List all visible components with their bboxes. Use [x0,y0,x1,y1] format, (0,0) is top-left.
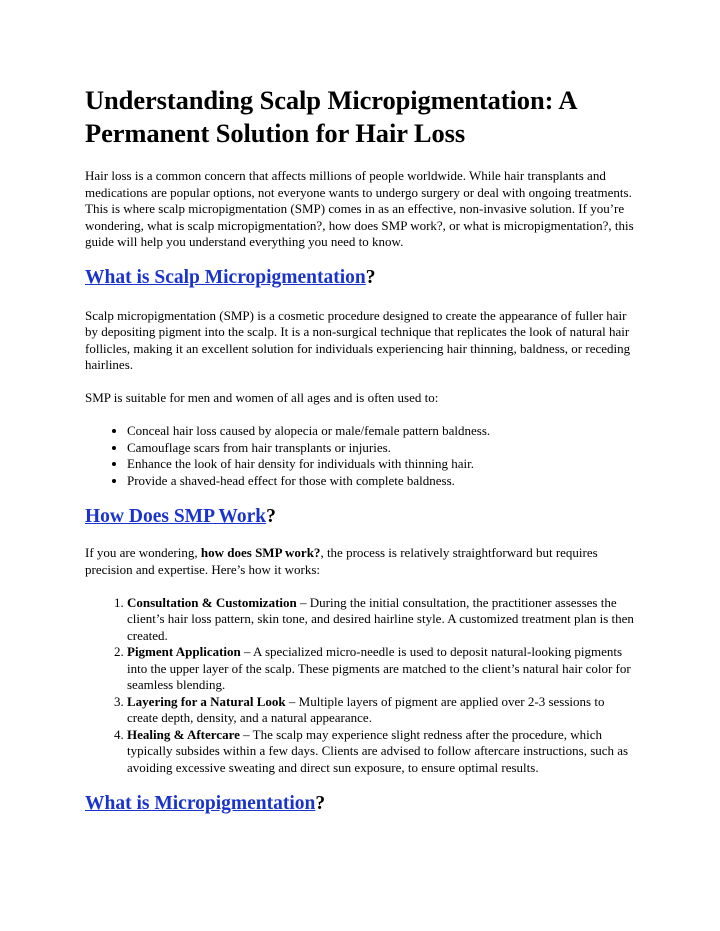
intro-paragraph: Hair loss is a common concern that affects millions of people worldwide. While hair transplants and medications are popular options, not everyone wants to undergo surgery or deal with ongoing treatments. This is where scalp micropigmentation (SMP) comes in as an effective, non-invasive solution. If you’re wondering, what is scalp micropigmentation?, how does SMP work?, or what is micropigmentation?, this guide will help you understand everything you need to know. [85,168,634,249]
what-is-smp-link[interactable]: What is Scalp Micropigmentation [85,266,366,288]
list-item: • Conceal hair loss caused by alopecia or male/female pattern baldness. [127,423,636,440]
heading-suffix: ? [365,266,376,288]
step-text: – Multiple layers of pigment are applied over 2-3 sessions to create depth, density, and a natural appearance. [127,693,605,725]
list-item [127,727,636,777]
list-item [127,595,636,645]
step-title: Healing & Aftercare [127,726,240,742]
section-heading-what-is-smp [85,266,636,290]
how-does-smp-work-link[interactable]: How Does SMP Work [85,506,267,527]
list-item [127,644,636,694]
smp-usage-paragraph: SMP is suitable for men and women of all ages and is often used to: [85,390,439,405]
what-is-micropigmentation-link[interactable]: What is Micropigmentation [85,793,316,814]
smp-uses-list [85,423,636,489]
step-title: Layering for a Natural Look [127,693,286,709]
step-text: – The scalp may experience slight redness after the procedure, which typically subsides within a few days. Clients are advised to follow aftercare instructions, such as avoiding excessive sweating and direct sun exposure, to ensure optimal results. [127,726,629,775]
intro-suffix: , the process is relatively straightforward but requires precision and expertise. Here’s how it works: [85,545,598,577]
step-text: – A specialized micro-needle is used to deposit natural-looking pigments into the upper layer of the scalp. These pigments are matched to the client’s natural hair color for seamless blending. [127,644,631,692]
list-item [127,694,636,727]
heading-suffix: ? [266,506,276,527]
intro-bold-question: how does SMP work? [200,545,321,560]
step-title: Consultation & Customization [127,594,297,610]
intro-prefix: If you are wondering, [85,545,201,560]
step-title: Pigment Application [127,644,241,659]
list-item: • Camouflage scars from hair transplants or injuries. [127,440,636,457]
list-item: • Enhance the look of hair density for individuals with thinning hair. [127,456,636,473]
heading-suffix: ? [315,793,326,814]
how-it-works-intro [85,545,636,578]
smp-steps-list [85,595,636,777]
section-heading-what-is-micropigmentation [85,792,636,816]
step-text: – During the initial consultation, the practitioner assesses the client’s hair loss pattern, skin tone, and desired hairline style. A customized treatment plan is then created. [127,594,634,643]
list-item: • Provide a shaved-head effect for those with complete baldness. [127,473,636,490]
page-title: Understanding Scalp Micropigmentation: A Permanent Solution for Hair Loss [85,85,576,148]
smp-definition-paragraph: Scalp micropigmentation (SMP) is a cosmetic procedure designed to create the appearance of fuller hair by depositing pigment into the scalp. It is a non-surgical technique that replicates the look of natural hair follicles, making it an excellent solution for individuals experiencing hair thinning, baldness, or receding hairlines. [85,307,631,372]
section-heading-how-does-smp-work [85,505,636,529]
